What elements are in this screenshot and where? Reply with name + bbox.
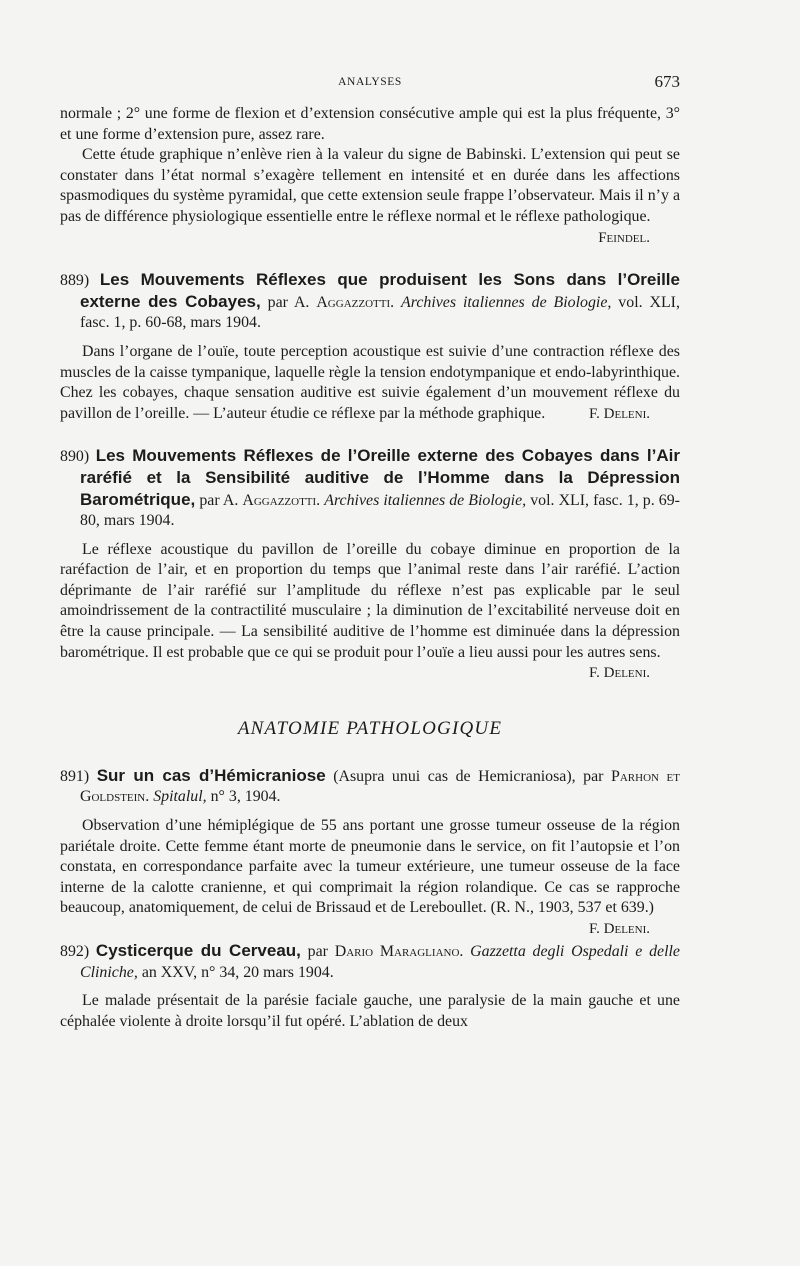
article-signature: F. Deleni. [589,665,650,682]
article-by: par [307,943,328,960]
article-author: Aggazzotti. [242,491,321,509]
article-reference: vol. XLI, fasc. 1, p. 60-68, mars 1904. [80,293,680,332]
article-reference: n° 3, 1904. [210,788,281,806]
article-heading [60,766,680,808]
signature-feindel: Feindel. [598,229,650,246]
article-body [60,540,680,682]
article-890 [60,446,680,682]
article-body-text: Observation d’une hémiplégique de 55 ans portant une grosse tumeur osseuse de la région pariétale droite. Cette femme étant morte de pneumonie dans le service, on fit l’autopsie et l’on constata, en correspondance parfaite avec la tumeur extérieure, une tumeur osseuse de la face interne de la calotte cranienne, et qui comprimait la région rolandique. Ce cas se rapproche beaucoup, anatomiquement, de celui de Brissaud et de Lereboullet. (R. N., 1903, 537 et 639.) [60,817,680,917]
intro-paragraph-1: normale ; 2° une forme de flexion et d’extension consécutive ample qui est la plus fréquente, 3° et une forme d’extension pure, assez rare. [60,105,680,143]
article-body-text: Le réflexe acoustique du pavillon de l’oreille du cobaye diminue en proportion de la raréfaction de l’air, et en proportion du temps que l’animal reste dans l’air raréfié. L’action déprimante de l’air raréfié sur l’amplitude du réflexe n’est pas explicable par le seul amoindrissement de la contractilité musculaire ; la diminution de l’excitabilité nerveuse doit en être la cause principale. — La sensibilité auditive de l’homme est diminuée dans la dépression barométrique. Il est probable que ce qui se produit pour l’ouïe a lieu aussi pour les autres sens. [60,540,680,661]
page-number: 673 [654,72,680,91]
running-title: ANALYSES [338,76,402,88]
article-number: 890) [60,448,90,466]
article-subtitle: (Asupra unui cas de Hemicraniosa), par [333,767,604,785]
section-title: ANATOMIE PATHOLOGIQUE [237,718,503,740]
article-journal: Archives italiennes de Biologie, [324,491,527,509]
article-author: Aggazzotti. [316,293,395,311]
article-by: par A. [267,293,310,311]
article-signature: F. Deleni. [589,921,650,937]
article-signature: F. Deleni. [589,405,650,422]
article-journal: Archives italiennes de Biologie, [401,293,612,311]
article-number: 891) [60,767,90,785]
article-authors: Parhon et Goldstein. [80,767,680,806]
article-journal: Gazzetta degli Ospedali e delle Cliniche, [80,943,680,981]
article-heading [60,446,680,531]
article-title: Cysticerque du Cerveau, [95,941,301,960]
article-body-text: Dans l’organe de l’ouïe, toute perception acoustique est suivie d’une contraction réflexe des muscles de la caisse tympanique, laquelle règle la tension endotympanique et endo-labyrinthique. Chez les cobayes, chaque sensation auditive est suivie également d’un mouvement réflexe du pavillon de l’oreille. — L’auteur étudie ce réflexe par la méthode graphique. [60,342,680,422]
article-number: 892) [60,943,90,960]
article-body [60,816,680,937]
article-author: Dario Maragliano. [334,943,464,960]
article-892 [60,941,680,1032]
article-body [60,342,680,424]
running-header [60,72,680,96]
article-body: Le malade présentait de la parésie faciale gauche, une paralysie de la main gauche et une céphalée violente à droite lorsqu’il fut opéré. L’ablation de deux [60,992,680,1030]
article-title: Les Mouvements Réflexes que produisent les Sons dans l’Oreille externe des Cobayes, [80,270,680,311]
article-title: Les Mouvements Réflexes de l’Oreille externe des Cobayes dans l’Air raréfié et la Sensibilité auditive de l’Homme dans la Dépression Barométrique, [80,446,680,509]
intro-paragraph-2: Cette étude graphique n’enlève rien à la valeur du signe de Babinski. L’extension qui peut se constater dans l’état normal s’exagère tellement en intensité et en durée dans les affections spasmodiques du système pyramidal, que cette extension seule frappe l’observateur. Mais il n’y a pas de différence physiologique essentielle entre le réflexe normal et le réflexe pathologique. [60,146,680,225]
page-text [60,104,680,1032]
article-889 [60,270,680,424]
article-heading [60,270,680,334]
article-891 [60,765,680,937]
article-by: par A. [199,491,239,509]
article-heading [60,941,680,983]
article-title: Sur un cas d’Hémicraniose [96,765,326,785]
article-number: 889) [60,272,90,290]
article-reference: vol. XLI, fasc. 1, p. 69-80, mars 1904. [80,491,680,530]
article-reference: an XXV, n° 34, 20 mars 1904. [141,963,334,981]
article-journal: Spitalul, [153,788,207,806]
